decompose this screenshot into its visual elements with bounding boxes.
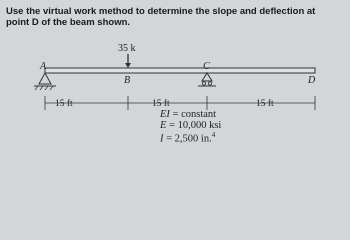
point-load-arrow [125,54,131,68]
ei-value: = constant [172,109,217,120]
dimension-line [45,96,315,110]
e-symbol: E [160,120,167,131]
i-exponent: 4 [211,131,216,139]
problem-statement: Use the virtual work method to determine the slope and deflection at point D of the beam shown. [6,6,316,28]
dimension-label-cd: 15 ft [256,99,274,109]
i-value: = 2,500 in. [166,133,212,145]
property-e [160,120,221,131]
pin-support-a [34,73,56,90]
point-label-a: A [40,61,47,72]
property-i [160,131,215,145]
load-label: 35 k [118,43,136,54]
roller-support-c [198,73,216,86]
beam [45,68,315,73]
point-label-d: D [308,75,316,86]
point-label-b: B [124,75,131,86]
e-value: = 10,000 ksi [169,120,222,131]
i-symbol: I [160,133,164,145]
ei-symbol: EI [160,109,170,120]
property-ei [160,109,216,120]
dimension-label-ab: 15 ft [55,99,73,109]
dimension-label-bc: 15 ft [152,99,170,109]
point-label-c: C [203,61,210,72]
